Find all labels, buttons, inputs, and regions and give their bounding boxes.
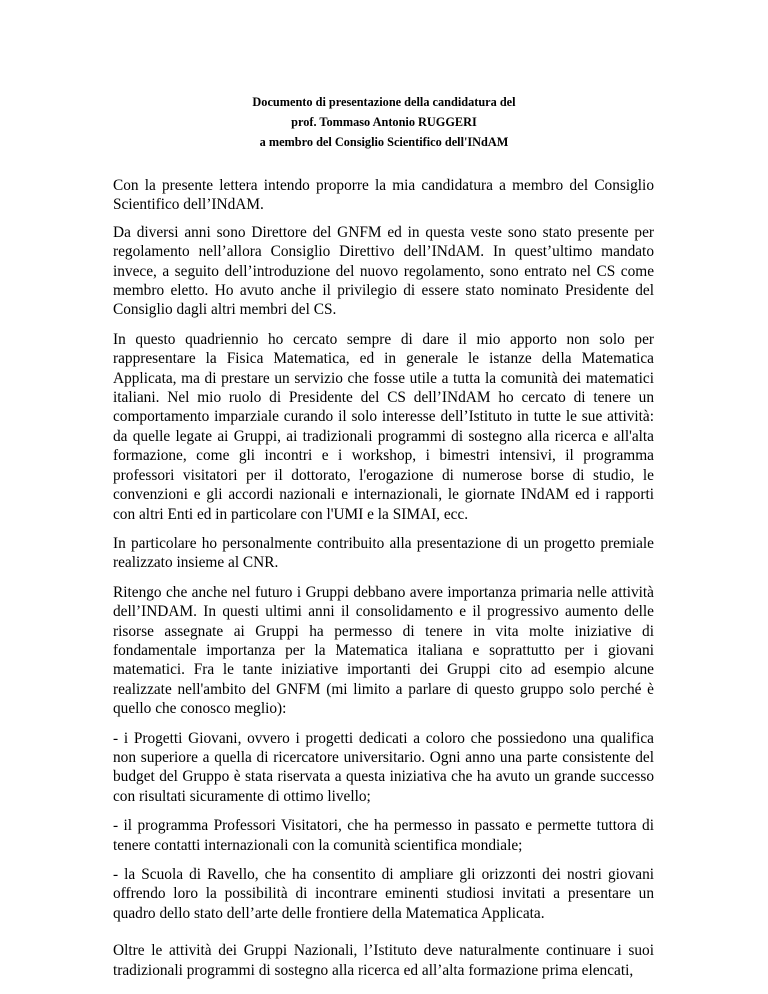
heading-line-2: prof. Tommaso Antonio RUGGERI: [291, 115, 477, 129]
list-item-professori-visitatori: - il programma Professori Visitatori, che ha permesso in passato e permette tuttora di tenere contatti internazionali con la comunità scientifica mondiale;: [113, 817, 654, 854]
list-item-progetti-giovani: - i Progetti Giovani, ovvero i progetti dedicati a coloro che possiedono una qualifica non superiore a quella di ricercatore universitario. Ogni anno una parte consistente del budget del Gruppo è stata riservata a questa iniziativa che ha avuto un grande successo con risultati sicuramente di ottimo livello;: [113, 729, 654, 805]
heading-line-3: a membro del Consiglio Scientifico dell'INdAM: [259, 135, 509, 149]
paragraph-progetto-premiale: In particolare ho personalmente contribuito alla presentazione di un progetto premiale realizzato insieme al CNR.: [113, 534, 654, 572]
paragraph-director: Da diversi anni sono Direttore del GNFM ed in questa veste sono stato presente per regolamento nell’allora Consiglio Direttivo dell’INdAM. In quest’ultimo mandato invece, a seguito dell’introduzione del nuovo regolamento, sono entrato nel CS come membro eletto. Ho avuto anche il privilegio di essere stato nominato Presidente del Consiglio dagli altri membri del CS.: [113, 223, 654, 319]
paragraph-attivita: Oltre le attività dei Gruppi Nazionali, l’Istituto deve naturalmente continuare i suoi tradizionali programmi di sostegno alla ricerca ed all’alta formazione prima elencati,: [113, 942, 654, 979]
paragraph-gruppi: Ritengo che anche nel futuro i Gruppi debbano avere importanza primaria nelle attività dell’INDAM. In questi ultimi anni il consolidamento e il progressivo aumento delle risorse assegnate ai Gruppi ha permesso di tenere in vita molte iniziative di fondamentale importanza per la Matematica italiana e soprattutto per i giovani matematici. Fra le tante iniziative importanti dei Gruppi cito ad esempio alcune realizzate nell'ambito del GNFM (mi limito a parlare di questo gruppo solo perché è quello che conosco meglio):: [113, 583, 654, 718]
heading-line-1: Documento di presentazione della candidatura del: [252, 95, 516, 109]
document-body: [113, 176, 654, 990]
document-heading: [0, 92, 768, 152]
paragraph-intro: Con la presente lettera intendo proporre la mia candidatura a membro del Consiglio Scientifico dell’INdAM.: [113, 177, 654, 214]
paragraph-quadriennio: In questo quadriennio ho cercato sempre di dare il mio apporto non solo per rappresentare la Fisica Matematica, ed in generale le istanze della Matematica Applicata, ma di prestare un servizio che fosse utile a tutta la comunità dei matematici italiani. Nel mio ruolo di Presidente del CS dell’INdAM ho cercato di tenere un comportamento imparziale curando il solo interesse dell’Istituto in tutte le sue attività: da quelle legate ai Gruppi, ai tradizionali programmi di sostegno alla ricerca e all'alta formazione, come gli incontri e i workshop, i bimestri intensivi, il programma professori visitatori per il dottorato, l'erogazione di numerose borse di studio, le convenzioni e gli accordi nazionali e internazionali, le giornate INdAM ed i rapporti con altri Enti ed in particolare con l'UMI e la SIMAI, ecc.: [113, 330, 654, 523]
list-item-scuola-ravello: - la Scuola di Ravello, che ha consentito di ampliare gli orizzonti dei nostri giovani offrendo loro la possibilità di incontrare eminenti studiosi invitati a presentare un quadro dello stato dell’arte delle frontiere della Matematica Applicata.: [113, 866, 654, 922]
